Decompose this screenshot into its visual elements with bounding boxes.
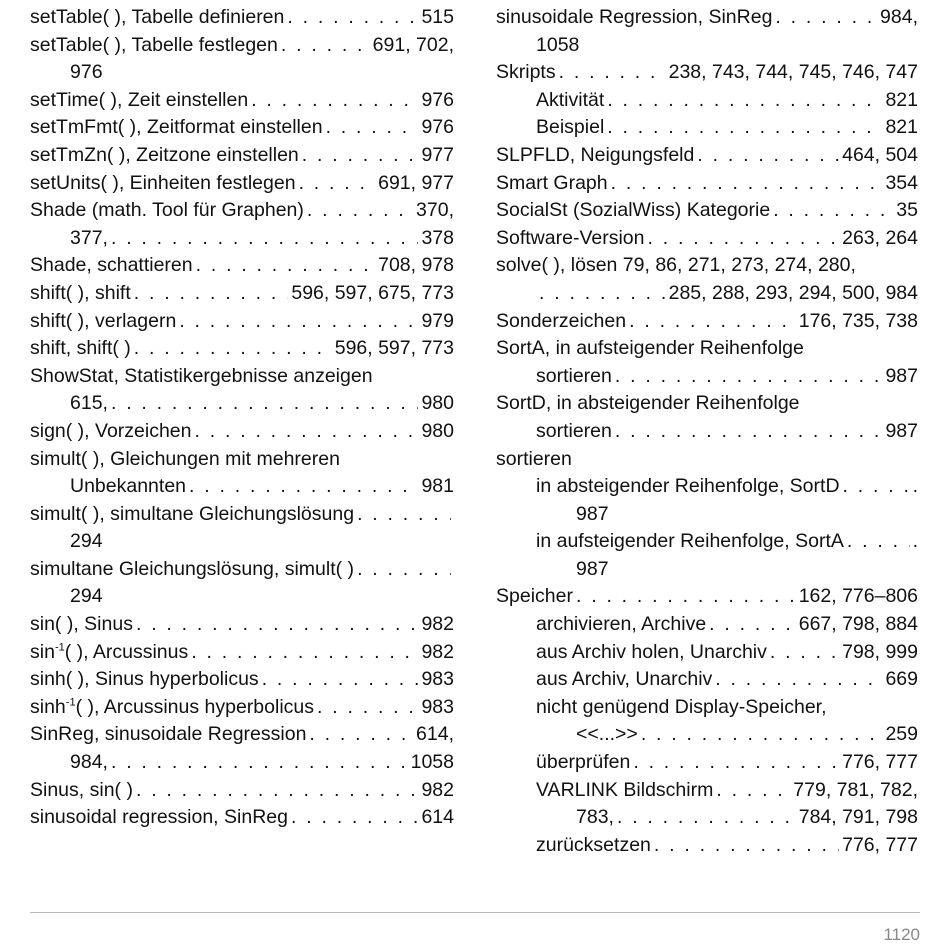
index-term: 377, (70, 226, 108, 249)
page-references: 983 (421, 668, 454, 691)
index-entry (496, 639, 918, 667)
index-term-text: sinh (30, 695, 66, 718)
dot-leader (309, 721, 413, 749)
index-term: SinReg, sinusoidale Regression (30, 723, 307, 746)
index-entry (496, 694, 918, 722)
page-references: 614, (416, 723, 454, 746)
index-entry-continuation (30, 225, 454, 253)
page-references: 976 (421, 116, 454, 139)
dot-leader (111, 225, 419, 253)
dot-leader (196, 252, 375, 280)
index-term: SortA, in aufsteigender Reihenfolge (496, 337, 804, 360)
index-term: simult( ), Gleichungen mit mehreren (30, 447, 340, 470)
page-references: 984, (880, 6, 918, 28)
page-references: 354 (885, 171, 918, 194)
index-term: 987 (576, 502, 609, 525)
index-entry (496, 87, 918, 115)
index-term: setTable( ), Tabelle festlegen (30, 33, 278, 56)
index-entry (30, 197, 454, 225)
page-references: 691, 977 (378, 171, 454, 194)
dot-leader (843, 473, 910, 501)
index-term: sinusoidal regression, SinReg (30, 806, 288, 829)
index-term: simult( ), simultane Gleichungslösung (30, 502, 355, 525)
dot-leader (134, 335, 332, 363)
index-term (30, 694, 314, 722)
index-entry-continuation (30, 528, 454, 556)
page-references: 776, 777 (842, 833, 918, 856)
index-entry-continuation (30, 583, 454, 611)
index-term: setTime( ), Zeit einstellen (30, 88, 249, 111)
index-term (30, 639, 188, 667)
dot-leader (287, 4, 418, 32)
dot-leader (576, 583, 796, 611)
index-entry-continuation (496, 363, 918, 391)
index-term: setTmFmt( ), Zeitformat einstellen (30, 116, 323, 139)
dot-leader (326, 114, 419, 142)
index-term: simultane Gleichungslösung, simult( ) (30, 557, 355, 580)
dot-leader (179, 308, 418, 336)
index-term: <<...>> (576, 723, 638, 746)
page-references: 977 (421, 143, 454, 166)
index-term: 976 (70, 61, 103, 84)
dot-leader (191, 639, 418, 667)
index-term: aus Archiv, Unarchiv (536, 668, 713, 691)
page-references: 691, 702, (372, 33, 454, 56)
page-references: 238, 743, 744, 745, 746, 747 (668, 61, 918, 84)
page-references: 980 (421, 392, 454, 415)
page-references: 980 (421, 419, 454, 442)
index-term: VARLINK Bildschirm (536, 778, 714, 801)
index-entry (30, 4, 454, 32)
index-entry (496, 832, 918, 860)
index-entry (496, 308, 918, 336)
index-entry-continuation (30, 749, 454, 777)
index-entry (496, 473, 918, 501)
index-entry-continuation (496, 721, 918, 749)
page-references: 821 (885, 88, 918, 111)
index-entry (30, 32, 454, 60)
index-term: 294 (70, 585, 103, 608)
index-entry (496, 666, 918, 694)
page-references: 515 (421, 6, 454, 28)
dot-leader (615, 418, 883, 446)
page-references: 708, 978 (378, 254, 454, 277)
index-entry (496, 446, 918, 474)
index-term: sin( ), Sinus (30, 613, 133, 636)
footer-rule (30, 912, 920, 913)
index-term: sortieren (536, 364, 612, 387)
index-term: 783, (576, 806, 614, 829)
index-term: 984, (70, 751, 108, 774)
dot-leader (299, 170, 376, 198)
index-term: Smart Graph (496, 171, 608, 194)
dot-leader (773, 197, 893, 225)
page-references: 614 (421, 806, 454, 829)
page-references: 976 (421, 88, 454, 111)
index-term: Shade, schattieren (30, 254, 193, 277)
dot-leader (307, 197, 413, 225)
dot-leader (607, 87, 882, 115)
page-references: 596, 597, 675, 773 (291, 281, 454, 304)
dot-leader (111, 749, 408, 777)
page-references: 669 (885, 668, 918, 691)
index-term: Shade (math. Tool für Graphen) (30, 199, 304, 222)
index-entry-continuation (496, 280, 918, 308)
index-term: solve( ), lösen 79, 86, 271, 273, 274, 280, (496, 254, 856, 277)
index-entry-continuation (496, 32, 918, 60)
page-references: 162, 776–806 (798, 585, 918, 608)
page-references: 285, 288, 293, 294, 500, 984 (668, 281, 918, 304)
page-references: 464, 504 (842, 143, 918, 166)
index-term: Aktivität (536, 88, 605, 111)
index-term: Beispiel (536, 116, 605, 139)
page-references: 35 (896, 199, 918, 222)
index-term: SocialSt (SozialWiss) Kategorie (496, 199, 771, 222)
index-entry (496, 390, 918, 418)
index-term: 294 (70, 530, 103, 553)
index-entry-continuation (30, 59, 454, 87)
index-entry (496, 583, 918, 611)
index-term: sortieren (536, 419, 612, 442)
index-term: in absteigender Reihenfolge, SortD (536, 475, 840, 498)
page-references: 259 (885, 723, 918, 746)
index-term: setUnits( ), Einheiten festlegen (30, 171, 296, 194)
index-entry-continuation (496, 501, 918, 529)
index-entry (30, 252, 454, 280)
index-entry (30, 418, 454, 446)
index-term: SLPFLD, Neigungsfeld (496, 143, 695, 166)
index-entry-continuation (496, 418, 918, 446)
page-references: 779, 781, 782, (793, 778, 918, 801)
index-term: 1058 (536, 33, 580, 56)
page-references: 981 (421, 475, 454, 498)
dot-leader (136, 777, 419, 805)
index-term: aus Archiv holen, Unarchiv (536, 640, 767, 663)
index-term: ShowStat, Statistikergebnisse anzeigen (30, 364, 373, 387)
index-term: Sonderzeichen (496, 309, 627, 332)
index-entry-continuation (496, 556, 918, 584)
index-entry (30, 335, 454, 363)
dot-leader (607, 114, 882, 142)
dot-leader (291, 804, 418, 832)
dot-leader (251, 87, 418, 115)
index-term: sortieren (496, 447, 572, 470)
dot-leader (195, 418, 419, 446)
index-term: Software-Version (496, 226, 645, 249)
dot-leader (302, 142, 419, 170)
page-references: . (912, 475, 918, 498)
index-entry (496, 252, 918, 280)
index-entry (496, 749, 918, 777)
index-term: setTmZn( ), Zeitzone einstellen (30, 143, 299, 166)
dot-leader (648, 225, 840, 253)
index-entry (30, 308, 454, 336)
page-references: 979 (421, 309, 454, 332)
page-references: 1058 (410, 751, 454, 774)
dot-leader (189, 473, 418, 501)
index-term-text: sin (30, 640, 55, 663)
page-references: 667, 798, 884 (798, 613, 918, 636)
index-entry (496, 528, 918, 556)
superscript: -1 (54, 641, 65, 654)
page-references: . (912, 530, 918, 553)
index-term: nicht genügend Display-Speicher, (536, 695, 827, 718)
page-references: 987 (885, 364, 918, 387)
dot-leader (539, 280, 666, 308)
page-references: 370, (416, 199, 454, 222)
index-term: archivieren, Archive (536, 613, 707, 636)
dot-leader (281, 32, 370, 60)
dot-leader (134, 280, 289, 308)
index-entry (30, 721, 454, 749)
index-entry (496, 4, 918, 32)
index-term: überprüfen (536, 751, 631, 774)
index-entry (30, 87, 454, 115)
dot-leader (611, 170, 883, 198)
index-entry (496, 777, 918, 805)
index-term: Skripts (496, 61, 556, 84)
index-entry (30, 694, 454, 722)
page-references: 821 (885, 116, 918, 139)
index-term-text: ( ), Arcussinus (64, 640, 189, 663)
index-entry (496, 170, 918, 198)
index-entry (30, 611, 454, 639)
index-entry (496, 225, 918, 253)
dot-leader (615, 363, 883, 391)
page-references: 982 (421, 640, 454, 663)
index-entry (30, 556, 454, 584)
page-references: 776, 777 (842, 751, 918, 774)
dot-leader (317, 694, 418, 722)
dot-leader (716, 777, 790, 805)
page-references: 798, 999 (842, 640, 918, 663)
index-entry (496, 142, 918, 170)
page-number: 1120 (883, 925, 920, 944)
index-entry (30, 363, 454, 391)
index-entry-continuation (30, 390, 454, 418)
dot-leader (847, 528, 910, 556)
page-references: 784, 791, 798 (798, 806, 918, 829)
index-term: Speicher (496, 585, 573, 608)
index-entry (30, 170, 454, 198)
dot-leader (633, 749, 839, 777)
dot-leader (357, 501, 451, 529)
index-entry (30, 666, 454, 694)
page-references: 176, 735, 738 (798, 309, 918, 332)
index-entry (496, 197, 918, 225)
index-entry (496, 114, 918, 142)
index-term: 987 (576, 557, 609, 580)
index-entry (30, 639, 454, 667)
dot-leader (111, 390, 419, 418)
index-column-left (30, 4, 454, 832)
page-references: 987 (885, 419, 918, 442)
page-references: 983 (421, 695, 454, 718)
page-references: 263, 264 (842, 226, 918, 249)
index-term: shift( ), shift (30, 281, 131, 304)
index-term: Unbekannten (70, 475, 187, 498)
index-entry (30, 501, 454, 529)
dot-leader (357, 556, 451, 584)
index-entry (496, 611, 918, 639)
dot-leader (136, 611, 419, 639)
page-references: 982 (421, 613, 454, 636)
dot-leader (715, 666, 882, 694)
index-entry (30, 777, 454, 805)
page-references: 982 (421, 778, 454, 801)
index-term: in aufsteigender Reihenfolge, SortA (536, 530, 844, 553)
dot-leader (559, 59, 666, 87)
index-term: shift, shift( ) (30, 337, 131, 360)
index-term: 615, (70, 392, 108, 415)
index-column-right (496, 4, 918, 859)
page-references: 378 (421, 226, 454, 249)
index-entry (496, 59, 918, 87)
page-references: 596, 597, 773 (334, 337, 454, 360)
index-entry-continuation (496, 804, 918, 832)
index-term: sign( ), Vorzeichen (30, 419, 192, 442)
dot-leader (617, 804, 796, 832)
index-term: zurücksetzen (536, 833, 651, 856)
index-term: SortD, in absteigender Reihenfolge (496, 392, 800, 415)
dot-leader (697, 142, 839, 170)
index-entry (30, 114, 454, 142)
index-entry-continuation (30, 473, 454, 501)
superscript: -1 (65, 696, 76, 709)
dot-leader (641, 721, 883, 749)
index-entry (30, 446, 454, 474)
index-term: shift( ), verlagern (30, 309, 177, 332)
dot-leader (775, 4, 877, 32)
dot-leader (709, 611, 796, 639)
dot-leader (262, 666, 419, 694)
index-entry (496, 335, 918, 363)
index-entry (30, 142, 454, 170)
index-entry (30, 280, 454, 308)
dot-leader (654, 832, 839, 860)
index-term: sinusoidale Regression, SinReg (496, 6, 773, 28)
dot-leader (770, 639, 839, 667)
index-term-text: ( ), Arcussinus hyperbolicus (75, 695, 314, 718)
index-entry (30, 804, 454, 832)
index-term: sinh( ), Sinus hyperbolicus (30, 668, 259, 691)
dot-leader (629, 308, 796, 336)
index-term: setTable( ), Tabelle definieren (30, 6, 285, 28)
index-term: Sinus, sin( ) (30, 778, 133, 801)
